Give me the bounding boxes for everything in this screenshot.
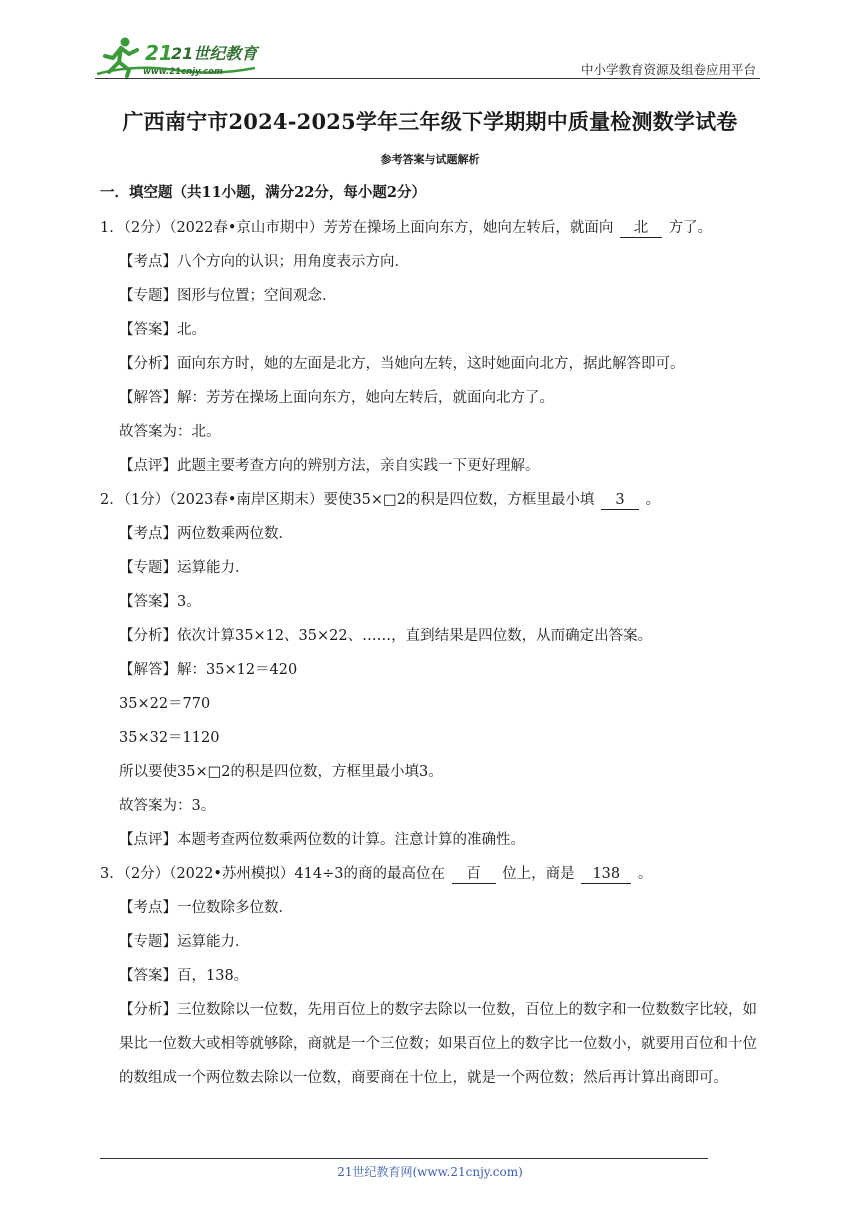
q3-answer-blank-1: 百 — [452, 866, 496, 884]
q1-stem-text: 1．（2分）（2022春•京山市期中）芳芳在操场上面向东方，她向左转后，就面向 — [100, 220, 614, 236]
page-footer: 21世纪教育网(www.21cnjy.com) — [337, 1165, 523, 1179]
q2-comment: 【点评】本题考查两位数乘两位数的计算。注意计算的准确性。 — [119, 832, 525, 848]
q1-answer-blank: 北 — [620, 220, 662, 238]
question-2-stem — [100, 490, 660, 510]
question-1-stem — [100, 218, 712, 238]
q2-kaodian: 【考点】两位数乘两位数． — [119, 526, 293, 542]
q2-answer-blank: 3 — [601, 492, 639, 510]
footer-divider — [100, 1158, 708, 1159]
q2-analysis: 【分析】依次计算35×12、35×22、……，直到结果是四位数，从而确定出答案。 — [119, 628, 653, 644]
q3-zhuanti: 【专题】运算能力． — [119, 934, 250, 950]
q1-solution: 【解答】解：芳芳在操场上面向东方，她向左转后，就面向北方了。 — [119, 390, 554, 406]
q3-kaodian: 【考点】一位数除多位数． — [119, 900, 293, 916]
section-heading: 一．填空题（共11小题，满分22分，每小题2分） — [100, 184, 426, 201]
page-title: 广西南宁市2024-2025学年三年级下学期期中质量检测数学试卷 — [122, 109, 738, 134]
q3-answer: 【答案】百，138。 — [119, 968, 249, 984]
q2-step-2: 35×32＝1120 — [119, 730, 220, 746]
q1-comment: 【点评】此题主要考查方向的辨别方法，亲自实践一下更好理解。 — [119, 458, 540, 474]
q2-step-1: 35×22＝770 — [119, 696, 211, 712]
q2-final-answer: 故答案为：3。 — [119, 798, 216, 814]
site-logo — [95, 34, 265, 78]
header-platform-text: 中小学教育资源及组卷应用平台 — [580, 62, 756, 77]
q3-stem-text: 3．（2分）（2022•苏州模拟）414÷3的商的最高位在 — [100, 866, 445, 882]
q2-solution: 【解答】解：35×12＝420 — [119, 662, 298, 678]
q2-answer: 【答案】3。 — [119, 594, 201, 610]
header-divider — [95, 78, 760, 79]
q1-final-answer: 故答案为：北。 — [119, 424, 221, 440]
question-3-stem — [100, 864, 652, 884]
logo-text: 21世纪教育 — [171, 44, 258, 63]
page-header — [95, 34, 760, 80]
q2-zhuanti: 【专题】运算能力． — [119, 560, 250, 576]
q3-stem-middle: 位上，商是 — [502, 866, 575, 882]
q1-analysis: 【分析】面向东方时，她的左面是北方，当她向左转，这时她面向北方，据此解答即可。 — [119, 356, 685, 372]
q3-analysis: 【分析】三位数除以一位数，先用百位上的数字去除以一位数，百位上的数字和一位数数字比较，如果比一位数大或相等就够除，商就是一个三位数；如果百位上的数字比一位数小，就要用百位和十位的数组成一个两位数去除以一位数，商要商在十位上，就是一个两位数；然后再计算出商即可。 — [119, 1002, 757, 1086]
page-subtitle: 参考答案与试题解析 — [380, 153, 480, 166]
q1-kaodian: 【考点】八个方向的认识；用角度表示方向． — [119, 254, 409, 270]
logo-url: www.21cnjy.com — [143, 67, 223, 77]
q2-conclusion: 所以要使35×□2的积是四位数，方框里最小填3。 — [119, 764, 443, 780]
q3-stem-end: 。 — [637, 866, 653, 882]
q1-stem-end: 方了。 — [668, 220, 713, 236]
q3-answer-blank-2: 138 — [581, 866, 631, 884]
svg-text:21: 21 — [145, 41, 173, 65]
q1-answer: 【答案】北。 — [119, 322, 206, 338]
q1-zhuanti: 【专题】图形与位置；空间观念． — [119, 288, 337, 304]
q2-stem-text: 2．（1分）（2023春•南岸区期末）要使35×□2的积是四位数，方框里最小填 — [100, 492, 595, 508]
q2-stem-end: 。 — [645, 492, 661, 508]
